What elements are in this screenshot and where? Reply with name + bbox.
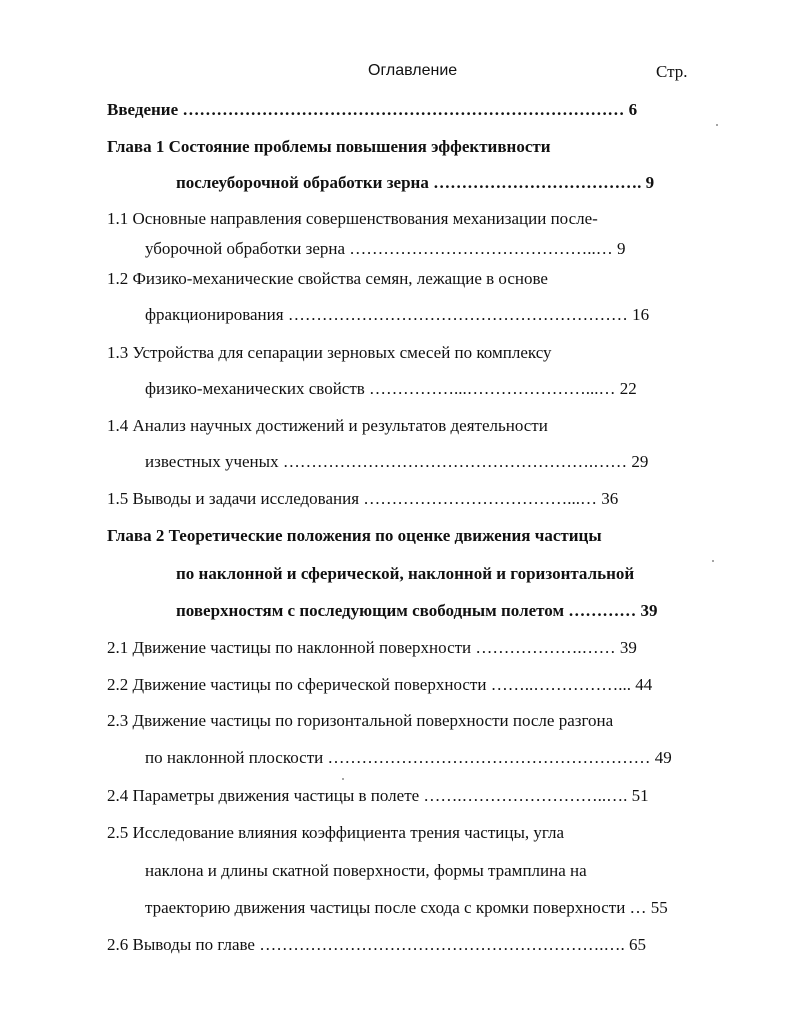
page-column-label: Стр. <box>656 62 688 81</box>
toc-entry-1-1-cont: уборочной обработки зерна ……………………………………..… 9 <box>145 239 626 258</box>
toc-entry-1-4: 1.4 Анализ научных достижений и результатов деятельности <box>107 416 548 435</box>
scan-speck <box>712 560 714 562</box>
toc-chapter-2-title-cont-1: по наклонной и сферической, наклонной и горизонтальной <box>176 564 635 583</box>
toc-entry-2-5-cont-2: траекторию движения частицы после схода с кромки поверхности … 55 <box>145 898 668 917</box>
toc-entry-2-4: 2.4 Параметры движения частицы в полете …….……………………..…. 51 <box>107 786 649 805</box>
toc-chapter-2-title-cont-2: поверхностям с последующим свободным полетом ………… 39 <box>176 601 658 620</box>
toc-entry-2-5: 2.5 Исследование влияния коэффициента трения частицы, угла <box>107 823 564 842</box>
toc-chapter-1-title-cont: послеуборочной обработки зерна ………………………………. 9 <box>176 173 655 192</box>
toc-entry-1-4-cont: известных ученых ……………………………………………….…… 29 <box>145 452 649 471</box>
toc-entry-introduction: Введение …………………………………………………………………… 6 <box>107 100 638 119</box>
toc-entry-2-5-cont-1: наклона и длины скатной поверхности, формы трамплина на <box>145 861 587 880</box>
toc-entry-2-6: 2.6 Выводы по главе …………………………………………………….…. 65 <box>107 935 646 954</box>
toc-entry-1-1: 1.1 Основные направления совершенствования механизации после- <box>107 209 598 228</box>
toc-entry-1-2-cont: фракционирования …………………………………………………… 16 <box>145 305 650 324</box>
toc-entry-1-2: 1.2 Физико-механические свойства семян, лежащие в основе <box>107 269 548 288</box>
toc-entry-1-3: 1.3 Устройства для сепарации зерновых смесей по комплексу <box>107 343 552 362</box>
toc-entry-2-1: 2.1 Движение частицы по наклонной поверхности ……………….…… 39 <box>107 638 637 657</box>
toc-heading: Оглавление <box>368 62 458 79</box>
toc-chapter-1-title: Глава 1 Состояние проблемы повышения эффективности <box>107 137 551 156</box>
scan-speck <box>716 124 718 126</box>
toc-entry-2-2: 2.2 Движение частицы по сферической поверхности ……..……………... 44 <box>107 675 653 694</box>
toc-entry-1-5: 1.5 Выводы и задачи исследования ………………………………...… 36 <box>107 489 619 508</box>
toc-chapter-2-title: Глава 2 Теоретические положения по оценке движения частицы <box>107 526 602 545</box>
toc-entry-1-3-cont: физико-механических свойств ……………...…………………...… 22 <box>145 379 637 398</box>
toc-entry-2-3: 2.3 Движение частицы по горизонтальной поверхности после разгона <box>107 711 614 730</box>
toc-entry-2-3-cont: по наклонной плоскости ………………………………………………… 49 <box>145 748 672 767</box>
scan-speck <box>342 778 344 780</box>
